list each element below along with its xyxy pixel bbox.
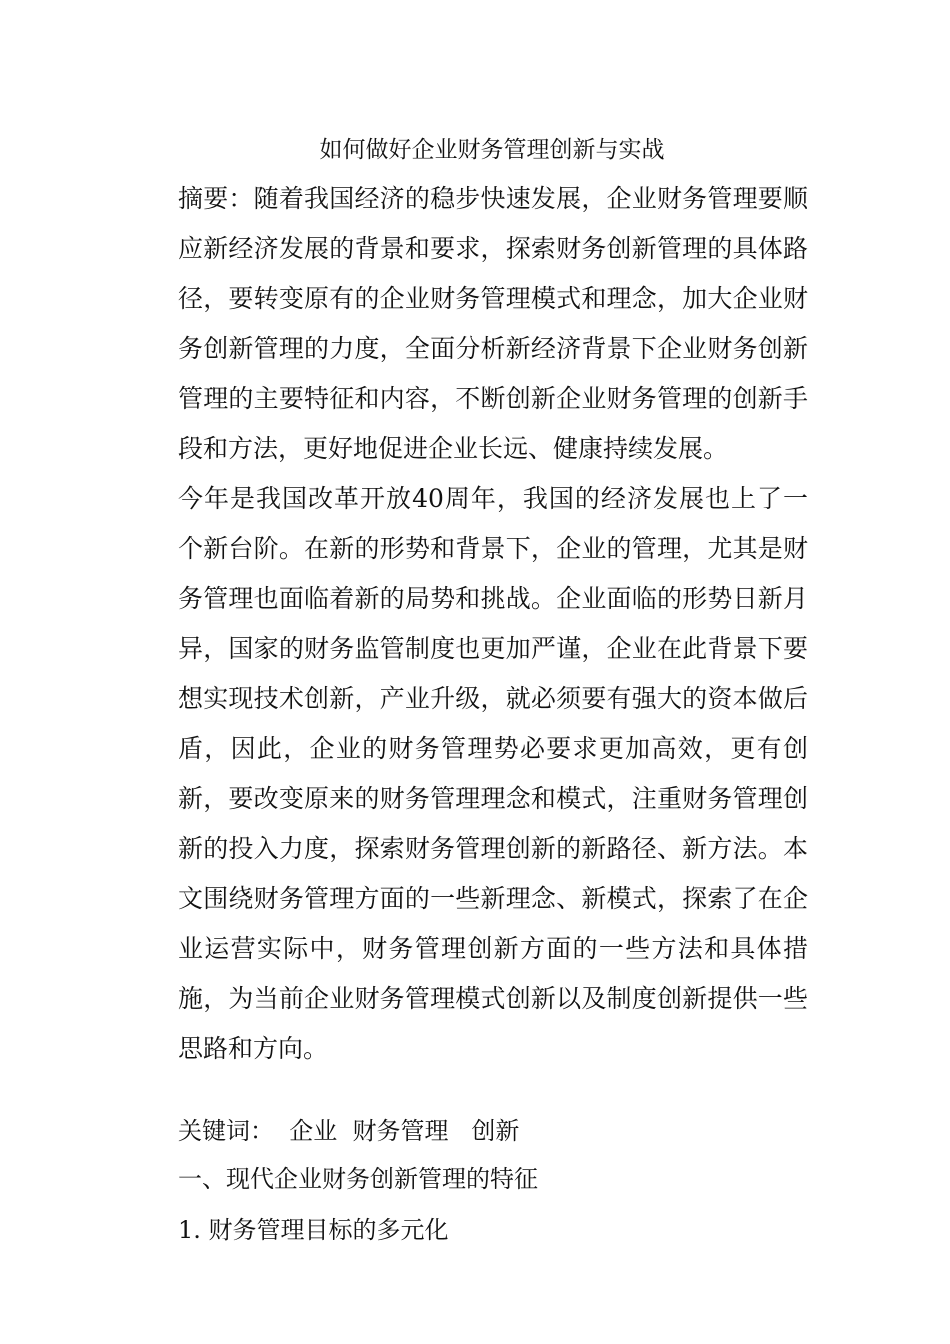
section-heading: 一、现代企业财务创新管理的特征 xyxy=(178,1165,538,1193)
document-title: 如何做好企业财务管理创新与实战 xyxy=(319,137,665,163)
keywords-line: 关键词： 企业 财务管理 创新 xyxy=(178,1117,520,1145)
abstract-paragraph: 摘要：随着我国经济的稳步快速发展，企业财务管理要顺应新经济发展的背景和要求，探索财务创新管理的具体路径，要转变原有的企业财务管理模式和理念，加大企业财务创新管理的力度，全面分析新经济背景下企业财务创新管理的主要特征和内容，不断创新企业财务管理的创新手段和方法，更好地促进企业长远、健康持续发展。 xyxy=(178,184,808,463)
intro-paragraph: 今年是我国改革开放40周年，我国的经济发展也上了一个新台阶。在新的形势和背景下，企业的管理，尤其是财务管理也面临着新的局势和挑战。企业面临的形势日新月异，国家的财务监管制度也更加严谨，企业在此背景下要想实现技术创新，产业升级，就必须要有强大的资本做后盾，因此，企业的财务管理势必要求更加高效，更有创新，要改变原来的财务管理理念和模式，注重财务管理创新的投入力度，探索财务管理创新的新路径、新方法。本文围绕财务管理方面的一些新理念、新模式，探索了在企业运营实际中，财务管理创新方面的一些方法和具体措施，为当前企业财务管理模式创新以及制度创新提供一些思路和方向。 xyxy=(178,484,808,1063)
subsection-heading: 1. 财务管理目标的多元化 xyxy=(178,1216,449,1244)
